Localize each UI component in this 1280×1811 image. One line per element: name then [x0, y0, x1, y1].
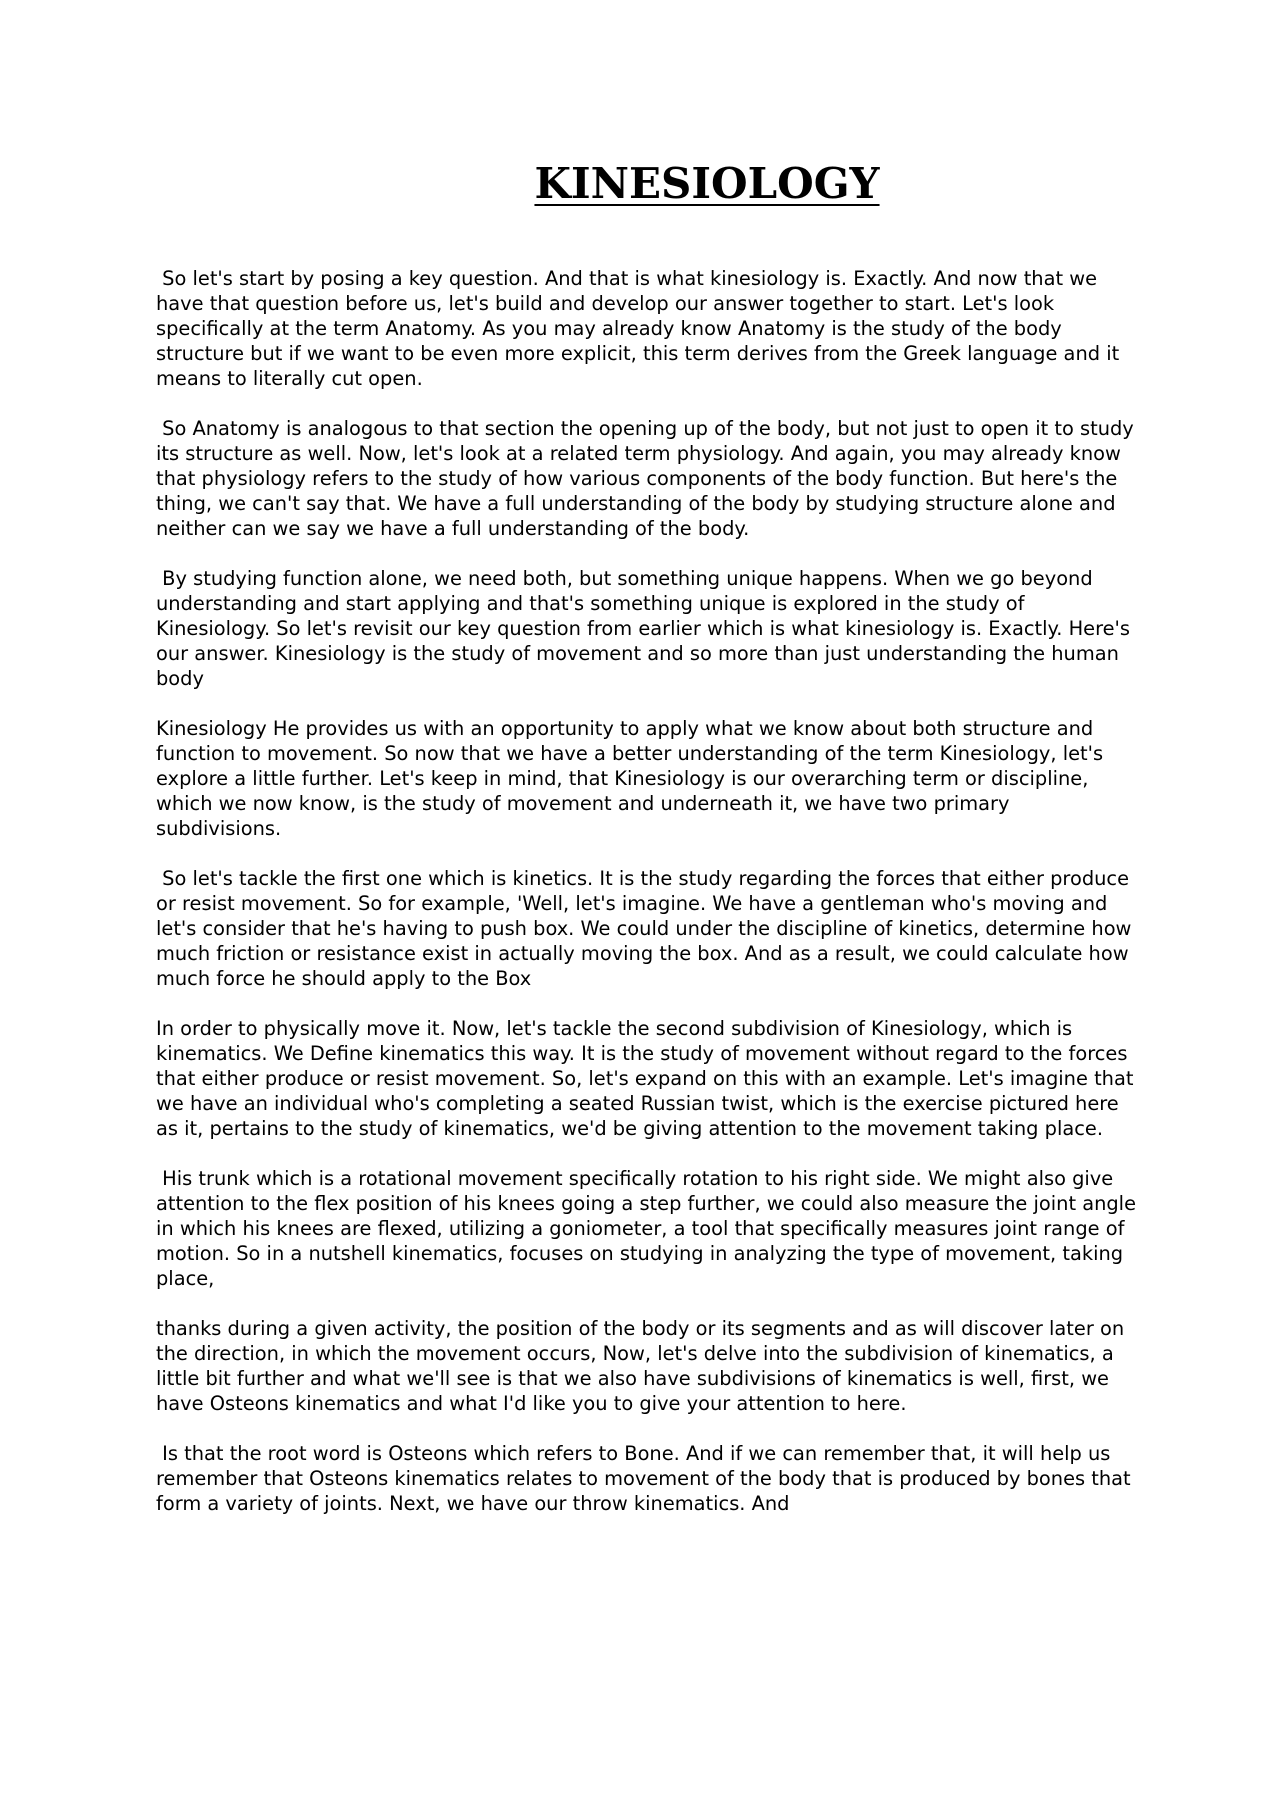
- paragraph-3: By studying function alone, we need both, but something unique happens. When we go beyond understanding and start applying and that's something unique is explored in the study of Kinesiology. So let's revisit our key question from earlier which is what kinesiology is. Exactly. Here's our answer. Kinesiology is the study of movement and so more than just understanding the human body: [156, 567, 1137, 690]
- paragraph-4: Kinesiology He provides us with an opportunity to apply what we know about both structure and function to movement. So now that we have a better understanding of the term Kinesiology, let's explore a little further. Let's keep in mind, that Kinesiology is our overarching term or discipline, which we now know, is the study of movement and underneath it, we have two primary subdivisions.: [156, 717, 1110, 840]
- document-body: [156, 266, 1143, 1541]
- paragraph-5: So let's tackle the first one which is kinetics. It is the study regarding the forces that either produce or resist movement. So for example, 'Well, let's imagine. We have a gentleman who's moving and let's consider that he's having to push box. We could under the discipline of kinetics, determine how much friction or resistance exist in actually moving the box. And as a result, we could calculate how much force he should apply to the Box: [156, 867, 1138, 990]
- paragraph-1: So let's start by posing a key question. And that is what kinesiology is. Exactly. And now that we have that question before us, let's build and develop our answer together to start. Let's look specifically at the term Anatomy. As you may already know Anatomy is the study of the body structure but if we want to be even more explicit, this term derives from the Greek language and it means to literally cut open.: [156, 267, 1126, 390]
- paragraph-8: thanks during a given activity, the position of the body or its segments and as will discover later on the direction, in which the movement occurs, Now, let's delve into the subdivision of kinematics, a little bit further and what we'll see is that we also have subdivisions of kinematics is well, first, we have Osteons kinematics and what I'd like you to give your attention to here.: [156, 1317, 1131, 1415]
- paragraph-7: His trunk which is a rotational movement specifically rotation to his right side. We might also give attention to the flex position of his knees going a step further, we could also measure the joint angle in which his knees are flexed, utilizing a goniometer, a tool that specifically measures joint range of motion. So in a nutshell kinematics, focuses on studying in analyzing the type of movement, taking place,: [156, 1167, 1143, 1290]
- paragraph-6: In order to physically move it. Now, let's tackle the second subdivision of Kinesiology, which is kinematics. We Define kinematics this way. It is the study of movement without regard to the forces that either produce or resist movement. So, let's expand on this with an example. Let's imagine that we have an individual who's completing a seated Russian twist, which is the exercise pictured here as it, pertains to the study of kinematics, we'd be giving attention to the movement taking place.: [156, 1017, 1140, 1140]
- document-title: KINESIOLOGY: [534, 159, 880, 208]
- paragraph-9: Is that the root word is Osteons which refers to Bone. And if we can remember that, it will help us remember that Osteons kinematics relates to movement of the body that is produced by bones that form a variety of joints. Next, we have our throw kinematics. And: [156, 1442, 1137, 1515]
- paragraph-2: So Anatomy is analogous to that section the opening up of the body, but not just to open it to study its structure as well. Now, let's look at a related term physiology. And again, you may already know that physiology refers to the study of how various components of the body function. But here's the thing, we can't say that. We have a full understanding of the body by studying structure alone and neither can we say we have a full understanding of the body.: [156, 417, 1140, 540]
